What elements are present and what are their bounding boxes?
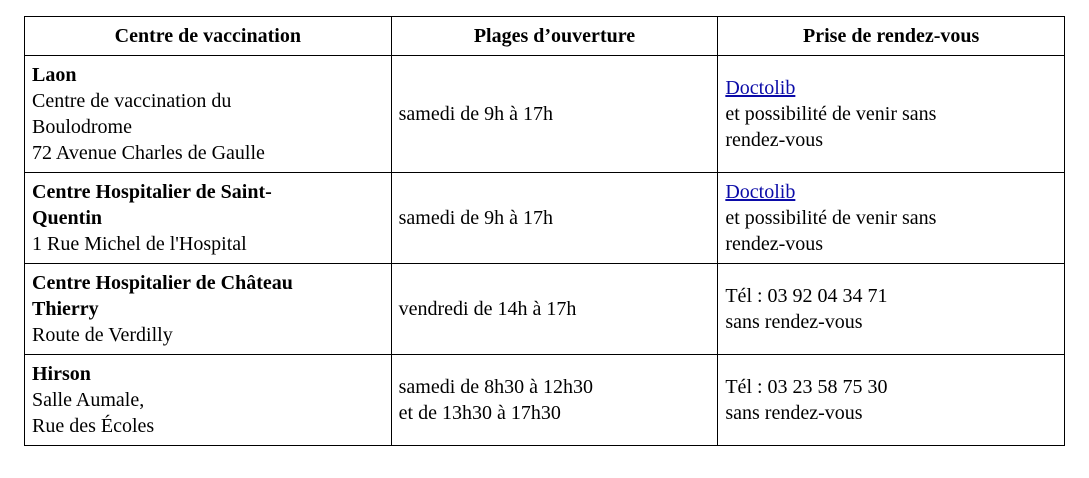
table-row xyxy=(25,56,1065,173)
hours-line: vendredi de 14h à 17h xyxy=(398,298,577,320)
header-booking: Prise de rendez-vous xyxy=(718,17,1065,56)
booking-line: rendez-vous xyxy=(725,233,824,255)
center-address-line: Salle Aumale, xyxy=(32,389,145,411)
center-name: Laon xyxy=(32,64,77,86)
hours-cell xyxy=(391,173,718,264)
doctolib-link[interactable]: Doctolib xyxy=(725,181,796,203)
booking-line: et possibilité de venir sans xyxy=(725,207,937,229)
hours-cell xyxy=(391,264,718,355)
header-center: Centre de vaccination xyxy=(25,17,392,56)
center-cell xyxy=(25,173,392,264)
hours-cell xyxy=(391,355,718,446)
booking-line: Tél : 03 23 58 75 30 xyxy=(725,376,888,398)
booking-line: Tél : 03 92 04 34 71 xyxy=(725,285,888,307)
hours-line: samedi de 8h30 à 12h30 xyxy=(398,376,594,398)
center-cell xyxy=(25,355,392,446)
hours-line: samedi de 9h à 17h xyxy=(398,103,554,125)
hours-line: et de 13h30 à 17h30 xyxy=(398,402,561,424)
center-name: Hirson xyxy=(32,363,91,385)
center-name: Thierry xyxy=(32,298,99,320)
table-row xyxy=(25,173,1065,264)
center-cell xyxy=(25,264,392,355)
booking-line: sans rendez-vous xyxy=(725,402,863,424)
booking-line: sans rendez-vous xyxy=(725,311,863,333)
table-row xyxy=(25,355,1065,446)
center-address-line: Rue des Écoles xyxy=(32,415,155,437)
table-header-row xyxy=(25,17,1065,56)
booking-line: rendez-vous xyxy=(725,129,824,151)
hours-line: samedi de 9h à 17h xyxy=(398,207,554,229)
hours-cell xyxy=(391,56,718,173)
center-address-line: 1 Rue Michel de l'Hospital xyxy=(32,233,247,255)
booking-cell xyxy=(718,173,1065,264)
center-address-line: 72 Avenue Charles de Gaulle xyxy=(32,142,265,164)
center-name: Centre Hospitalier de Saint- xyxy=(32,181,272,203)
center-address-line: Centre de vaccination du xyxy=(32,90,232,112)
vaccination-centers-table xyxy=(24,16,1065,446)
table-row xyxy=(25,264,1065,355)
center-name: Centre Hospitalier de Château xyxy=(32,272,293,294)
header-hours: Plages d’ouverture xyxy=(391,17,718,56)
booking-cell xyxy=(718,355,1065,446)
doctolib-link[interactable]: Doctolib xyxy=(725,77,796,99)
center-cell xyxy=(25,56,392,173)
booking-cell xyxy=(718,56,1065,173)
center-address-line: Boulodrome xyxy=(32,116,132,138)
booking-line: et possibilité de venir sans xyxy=(725,103,937,125)
booking-cell xyxy=(718,264,1065,355)
center-address-line: Route de Verdilly xyxy=(32,324,173,346)
center-name: Quentin xyxy=(32,207,103,229)
